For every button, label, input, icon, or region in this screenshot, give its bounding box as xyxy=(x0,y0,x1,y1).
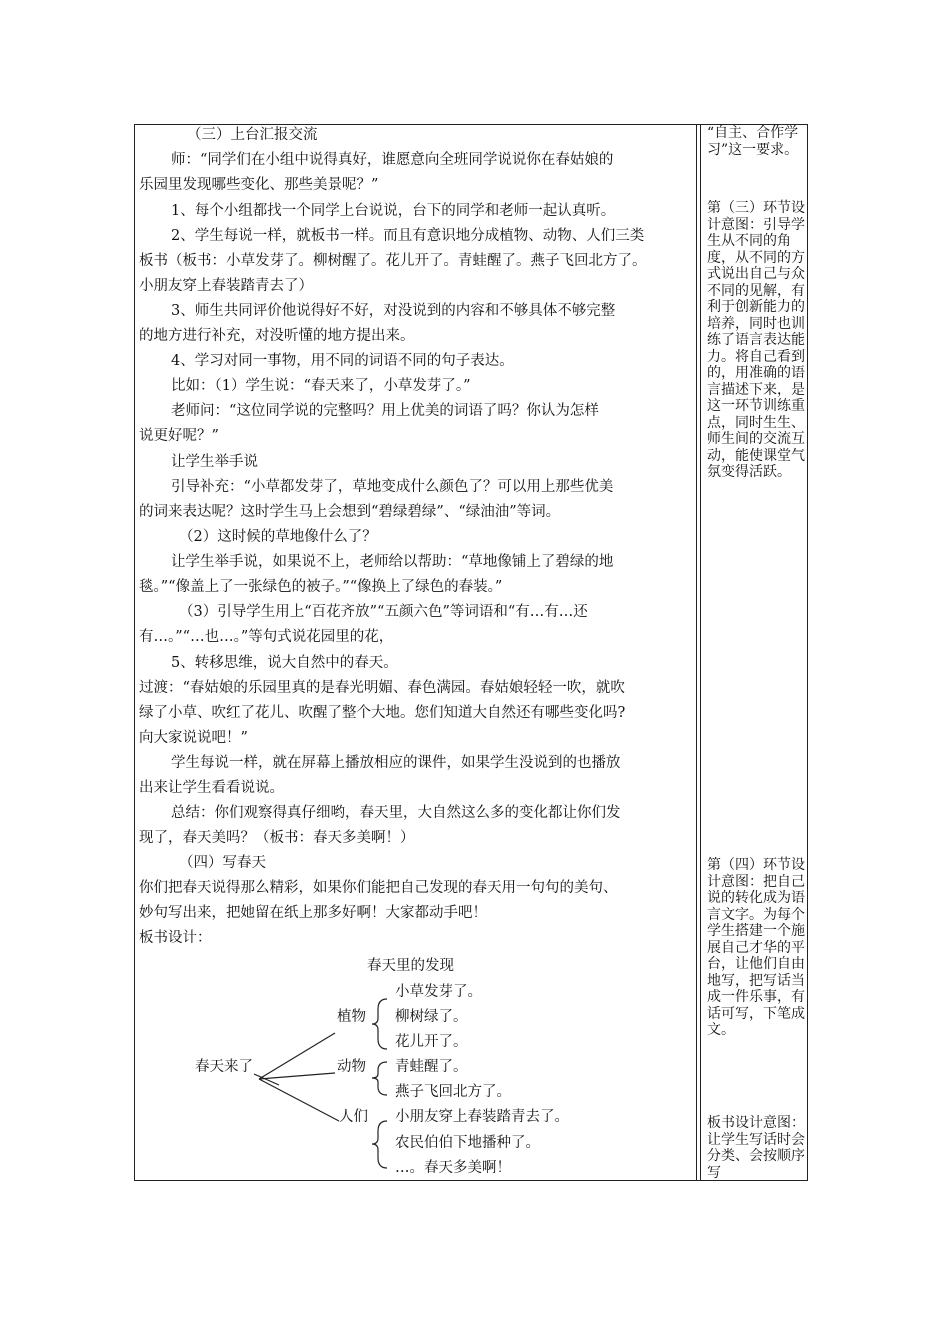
lesson-table xyxy=(134,124,808,1181)
design-note: 第（四）环节设计意图：把自己说的转化成为语言文字。为每个学生搭建一个施展自己才华的平台，让他们自由地写，把写话当成一件乐事，有话可写，下笔成文。 xyxy=(707,857,805,1038)
text-line: 的地方进行补充，对没听懂的地方提出来。 xyxy=(139,328,415,344)
text-line: 学生每说一样，就在屏幕上播放相应的课件，如果学生没说到的也播放 xyxy=(171,755,621,771)
column-divider xyxy=(696,125,697,1180)
text-line: （2）这时候的草地像什么了？ xyxy=(179,529,377,545)
text-line: 的词来表达呢？这时学生马上会想到“碧绿碧绿”、“绿油油”等词。 xyxy=(139,504,561,520)
board-item: 柳树绿了。 xyxy=(395,1009,468,1025)
text-line: 向大家说说吧！” xyxy=(139,730,248,746)
board-category-plants: 植物 xyxy=(337,1009,366,1025)
text-line: 3、师生共同评价他说得好不好，对没说到的内容和不够具体不够完整 xyxy=(171,303,616,319)
board-category-people: 人们 xyxy=(339,1109,368,1125)
board-item: 小草发芽了。 xyxy=(395,984,482,1000)
text-line: 2、学生每说一样，就板书一样。而且有意识地分成植物、动物、人们三类 xyxy=(171,228,645,244)
section-heading: （四）写春天 xyxy=(179,855,266,871)
board-item: 小朋友穿上春装踏青去了。 xyxy=(395,1109,569,1125)
text-line: 引导补充：“小草都发芽了，草地变成什么颜色了？可以用上那些优美 xyxy=(171,479,614,495)
text-line: 毯。”“像盖上了一张绿色的被子。”“像换上了绿色的春装。” xyxy=(139,579,503,595)
design-note: “自主、合作学习”这一要求。 xyxy=(707,125,799,158)
text-line: 4、学习对同一事物，用不同的词语不同的句子表达。 xyxy=(171,353,514,369)
text-line: 绿了小草、吹红了花儿、吹醒了整个大地。您们知道大自然还有哪些变化吗? xyxy=(139,705,626,721)
design-note: 第（三）环节设计意图：引导学生从不同的角度，从不同的方式说出自己与众不同的见解，有利于创新能力的培养，同时也训练了语言表达能力。将自己看到的，用准确的语言描述下来，是这一环节训练重点，同时生生、师生间的交流互动，能使课堂气氛变得活跃。 xyxy=(707,200,805,480)
text-line: 小朋友穿上春装踏青去了） xyxy=(139,278,313,294)
text-line: 让学生举手说 xyxy=(171,454,258,470)
text-line: （3）引导学生用上“百花齐放”“五颜六色”等词语和“有…有…还 xyxy=(179,604,588,620)
text-line: 让学生举手说，如果说不上，老师给以帮助：“草地像铺上了碧绿的地 xyxy=(171,554,614,570)
text-line: 老师问：“这位同学说的完整吗？用上优美的词语了吗？你认为怎样 xyxy=(171,403,599,419)
board-item: …。春天多美啊！ xyxy=(395,1160,511,1176)
text-line: 比如：（1）学生说：“春天来了，小草发芽了。” xyxy=(171,378,471,394)
text-line: 现了，春天美吗？（板书：春天多美啊！） xyxy=(139,830,415,846)
board-root: 春天来了 xyxy=(195,1059,253,1075)
board-item: 花儿开了。 xyxy=(395,1034,468,1050)
text-line: 过渡：“春姑娘的乐园里真的是春光明媚、春色满园。春姑娘轻轻一吹，就吹 xyxy=(139,680,625,696)
text-line: 说更好呢？” xyxy=(139,428,219,444)
text-line: 有…。”“…也…。”等句式说花园里的花， xyxy=(139,629,394,645)
board-item: 燕子飞回北方了。 xyxy=(395,1084,511,1100)
board-item: 青蛙醒了。 xyxy=(395,1059,468,1075)
column-divider xyxy=(700,125,701,1180)
section-heading: （三）上台汇报交流 xyxy=(187,127,318,143)
text-line: 出来让学生看看说说。 xyxy=(139,780,284,796)
text-line: 师：“同学们在小组中说得真好，谁愿意向全班同学说说你在春姑娘的 xyxy=(171,152,614,168)
text-line: 板书（板书：小草发芽了。柳树醒了。花儿开了。青蛙醒了。燕子飞回北方了。 xyxy=(139,253,647,269)
text-line: 妙句写出来，把她留在纸上那多好啊！大家都动手吧！ xyxy=(139,905,487,921)
board-connector-lines xyxy=(139,125,692,1182)
board-item: 农民伯伯下地播种了。 xyxy=(395,1135,540,1151)
text-line: 板书设计： xyxy=(139,930,212,946)
board-title: 春天里的发现 xyxy=(367,958,454,974)
text-line: 乐园里发现哪些变化、那些美景呢？” xyxy=(139,177,379,193)
design-note: 板书设计意图：让学生写话时会分类、会按顺序写 xyxy=(707,1115,805,1181)
text-line: 总结：你们观察得真仔细哟，春天里，大自然这么多的变化都让你们发 xyxy=(171,805,621,821)
text-line: 1、每个小组都找一个同学上台说说，台下的同学和老师一起认真听。 xyxy=(171,203,616,219)
text-line: 你们把春天说得那么精彩，如果你们能把自己发现的春天用一句句的美句、 xyxy=(139,880,618,896)
board-category-animals: 动物 xyxy=(337,1059,366,1075)
text-line: 5、转移思维，说大自然中的春天。 xyxy=(171,655,398,671)
